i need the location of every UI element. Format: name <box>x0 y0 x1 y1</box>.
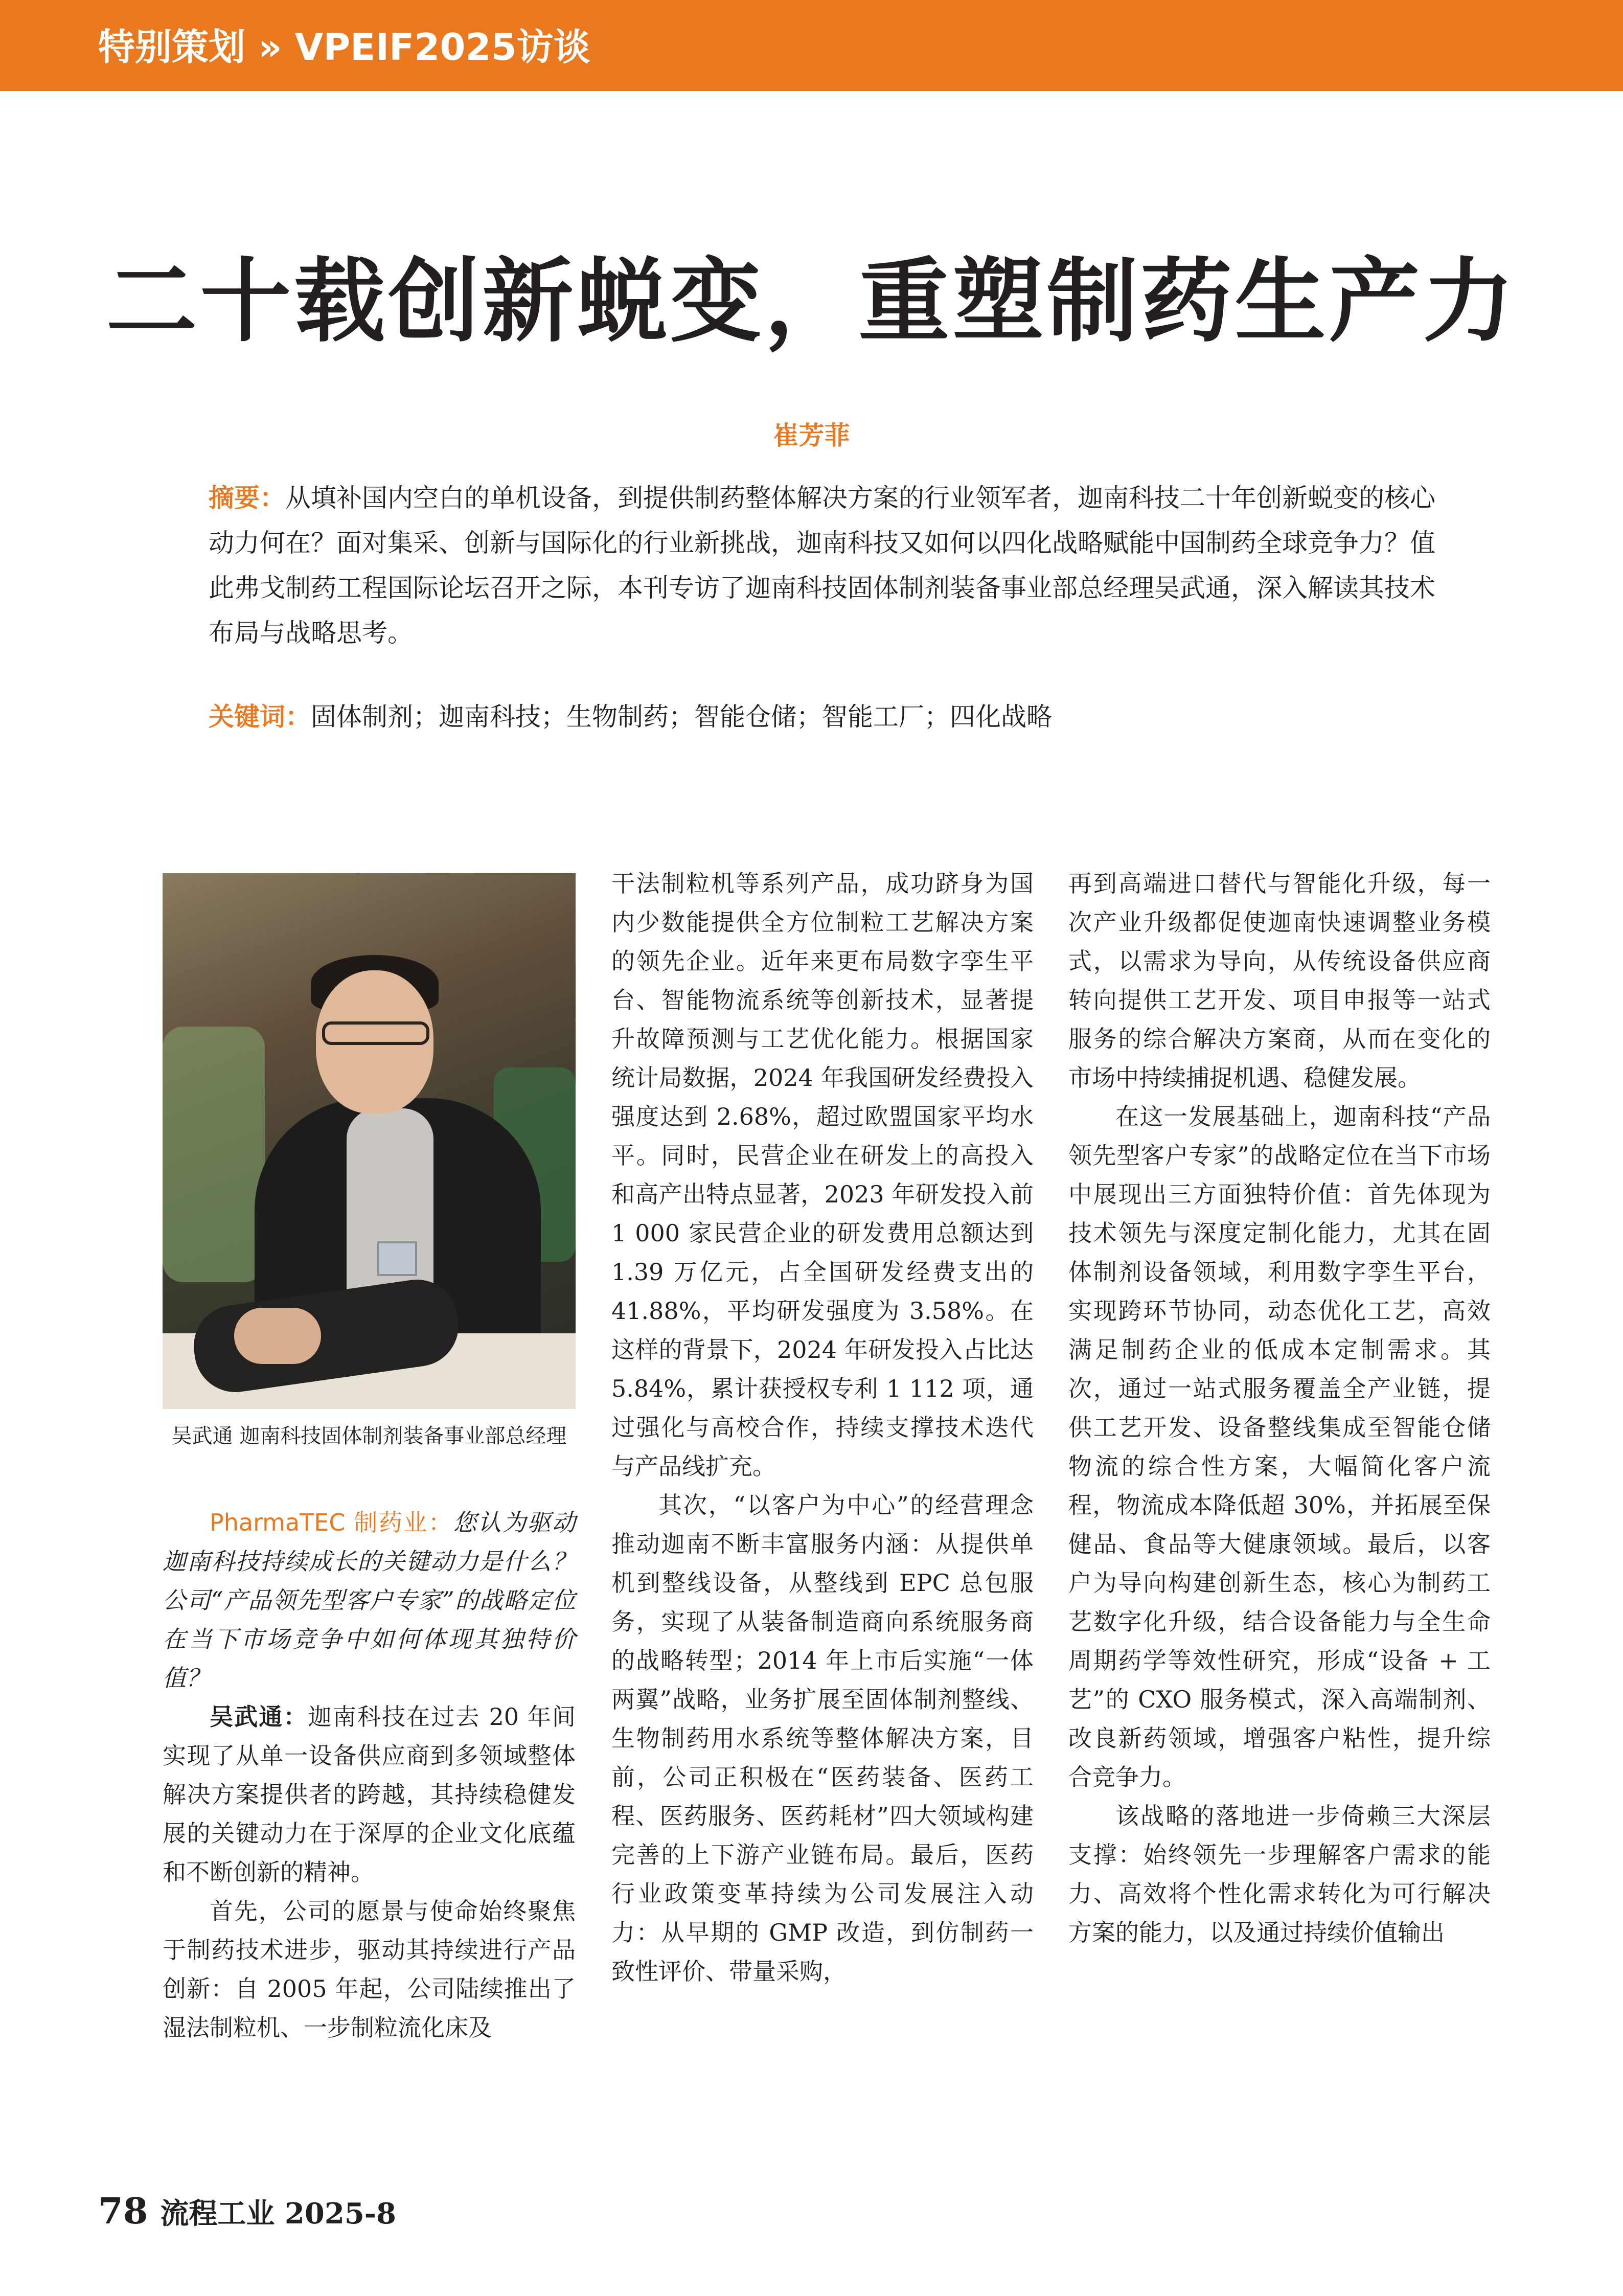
text-column-1 <box>163 1503 576 2047</box>
photo-badge <box>377 1241 417 1276</box>
page-number: 78 <box>98 2190 148 2232</box>
answer-paragraph <box>163 1697 576 1892</box>
section-header-label: 特别策划 » VPEIF2025访谈 <box>98 26 590 69</box>
answer-text: 迦南科技在过去 20 年间实现了从单一设备供应商到多领域整体解决方案提供者的跨越，其持续稳健发展的关键动力在于深厚的企业文化底蕴和不断创新的精神。 <box>163 1703 576 1886</box>
text-column-2 <box>611 864 1034 1991</box>
body-paragraph: 干法制粒机等系列产品，成功跻身为国内少数能提供全方位制粒工艺解决方案的领先企业。近年来更布局数字孪生平台、智能物流系统等创新技术，显著提升故障预测与工艺优化能力。根据国家统计局数据，2024 年我国研发经费投入强度达到 2.68%，超过欧盟国家平均水平。同时，民营企业在研发上的高投入和高产出特点显著，2023 年研发投入前 1 000 家民营企业的研发费用总额达到 1.39 万亿元，占全国研发经费支出的 41.88%，平均研发强度为 3.58%。在这样的背景下，2024 年研发投入占比达 5.84%，累计获授权专利 1 112 项，通过强化与高校合作，持续支撑技术迭代与产品线扩充。 <box>611 870 1034 1480</box>
body-paragraph: 首先，公司的愿景与使命始终聚焦于制药技术进步，驱动其持续进行产品创新：自 2005 年起，公司陆续推出了湿法制粒机、一步制粒流化床及 <box>163 1897 576 2041</box>
article-title: 二十载创新蜕变，重塑制药生产力 <box>106 248 1517 354</box>
keywords-text: 固体制剂；迦南科技；生物制药；智能仓储；智能工厂；四化战略 <box>311 702 1052 732</box>
body-paragraph: 其次，“以客户为中心”的经营理念推动迦南不断丰富服务内涵：从提供单机到整线设备，从整线到 EPC 总包服务，实现了从装备制造商向系统服务商的战略转型；2014 年上市后实施“一体两翼”战略，业务扩展至固体制剂整线、生物制药用水系统等整体解决方案，目前，公司正积极在“医药装备、医药工程、医药服务、医药耗材”四大领域构建完善的上下游产业链布局。最后，医药行业政策变革持续为公司发展注入动力：从早期的 GMP 改造，到仿制药一致性评价、带量采购， <box>611 1491 1034 1985</box>
body-paragraph: 再到高端进口替代与智能化升级，每一次产业升级都促使迦南快速调整业务模式，以需求为导向，从传统设备供应商转向提供工艺开发、项目申报等一站式服务的综合解决方案商，从而在变化的市场中持续捕捉机遇、稳健发展。 <box>1068 870 1491 1092</box>
page-footer <box>98 2190 396 2232</box>
photo-glasses <box>322 1021 429 1045</box>
text-column-3 <box>1068 864 1491 1952</box>
body-paragraph: 该战略的落地进一步倚赖三大深层支撑：始终领先一步理解客户需求的能力、高效将个性化需求转化为可行解决方案的能力，以及通过持续价值输出 <box>1068 1802 1491 1946</box>
question-text: 您认为驱动迦南科技持续成长的关键动力是什么？公司“产品领先型客户专家”的战略定位在当下市场竞争中如何体现其独特价值？ <box>163 1509 576 1692</box>
photo-background-plant <box>163 1027 265 1282</box>
keywords-label: 关键词： <box>209 702 311 732</box>
body-paragraph: 在这一发展基础上，迦南科技“产品领先型客户专家”的战略定位在当下市场中展现出三方面独特价值：首先体现为技术领先与深度定制化能力，尤其在固体制剂设备领域，利用数字孪生平台，实现跨环节协同，动态优化工艺，高效满足制药企业的低成本定制需求。其次，通过一站式服务覆盖全产业链，提供工艺开发、设备整线集成至智能仓储物流的综合性方案，大幅简化客户流程，物流成本降低超 30%，并拓展至保健品、食品等大健康领域。最后，以客户为导向构建创新生态，核心为制药工艺数字化升级，结合设备能力与全生命周期药学等效性研究，形成“设备 + 工艺”的 CXO 服务模式，深入高端制剂、改良新药领域，增强客户粘性，提升综合竞争力。 <box>1068 1103 1491 1791</box>
answer-label: 吴武通： <box>210 1703 308 1731</box>
photo-caption: 吴武通 迦南科技固体制剂装备事业部总经理 <box>171 1424 567 1448</box>
article-author: 崔芳菲 <box>773 421 850 450</box>
question-label: PharmaTEC 制药业： <box>210 1509 453 1536</box>
photo-hand <box>234 1308 321 1364</box>
keywords <box>209 694 1435 739</box>
question-paragraph <box>163 1503 576 1697</box>
journal-issue: 流程工业 2025-8 <box>160 2197 396 2231</box>
abstract-text: 从填补国内空白的单机设备，到提供制药整体解决方案的行业领军者，迦南科技二十年创新蜕变的核心动力何在？面对集采、创新与国际化的行业新挑战，迦南科技又如何以四化战略赋能中国制药全球竞争力？值此弗戈制药工程国际论坛召开之际，本刊专访了迦南科技固体制剂装备事业部总经理吴武通，深入解读其技术布局与战略思考。 <box>209 483 1435 648</box>
abstract <box>209 475 1435 655</box>
interviewee-photo <box>163 873 576 1409</box>
abstract-label: 摘要： <box>209 483 285 513</box>
